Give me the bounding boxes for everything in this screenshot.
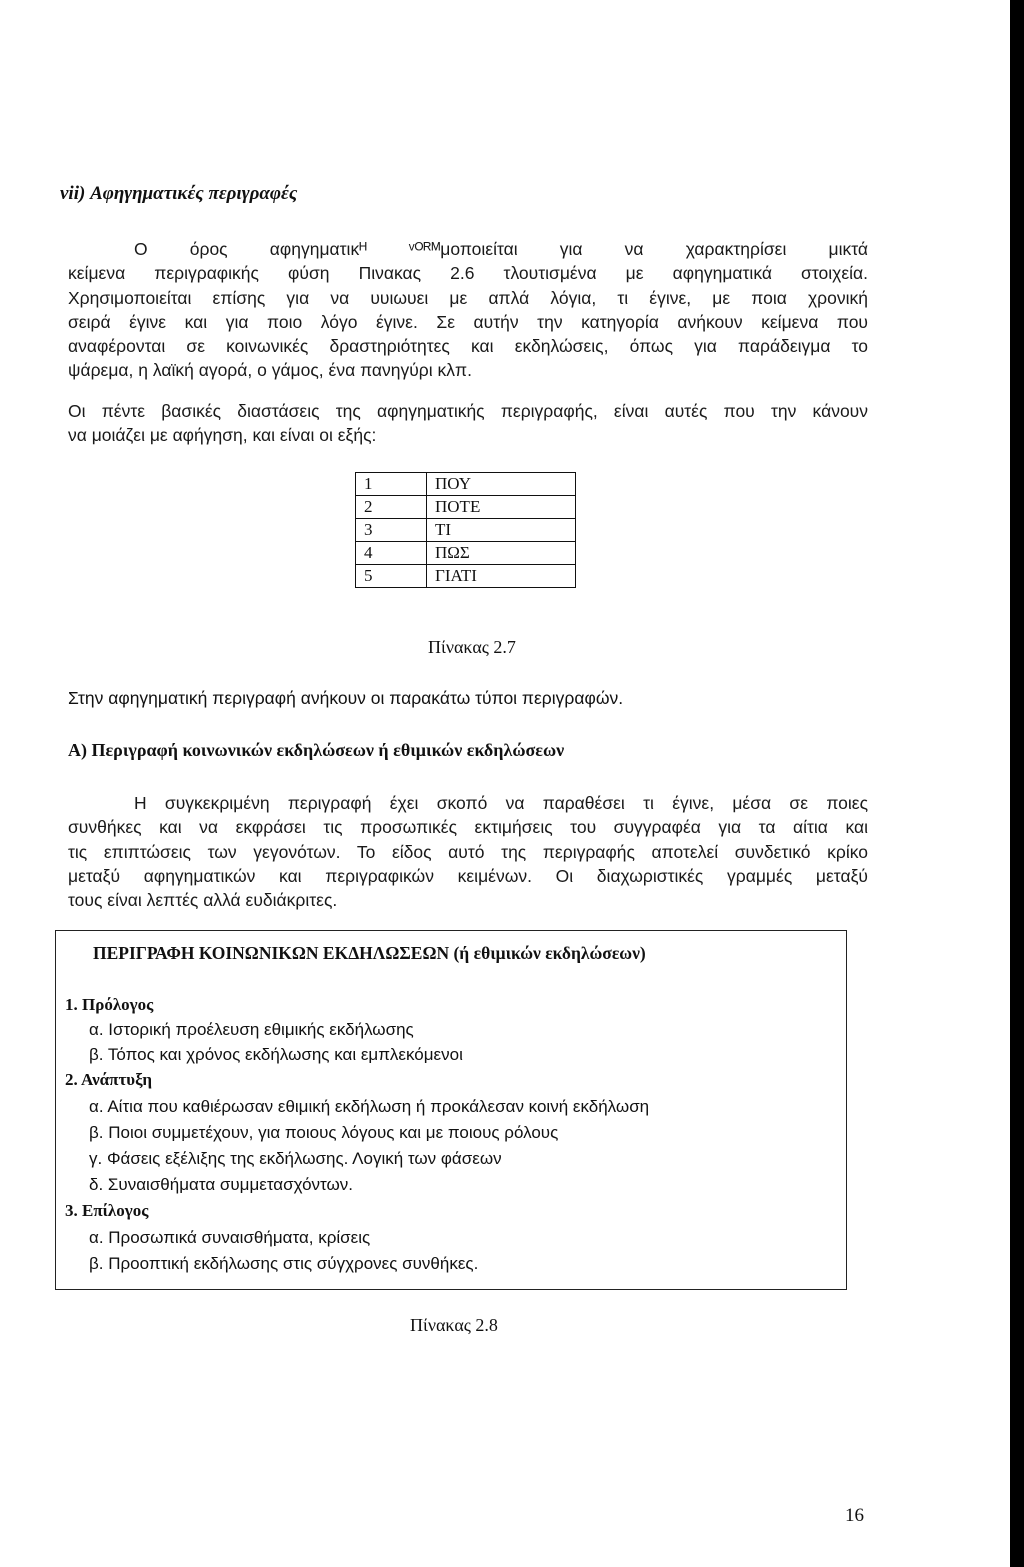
paragraph-line: κείμενα περιγραφικής φύση Πινακας 2.6 τλουτισμένα με αφηγηματικά στοιχεία.	[68, 263, 868, 284]
table-caption: Πίνακας 2.8	[410, 1315, 498, 1335]
table-row	[356, 565, 576, 588]
outline-section: 2. Ανάπτυξη	[65, 1070, 152, 1089]
dimension-word: ΠΩΣ	[427, 542, 576, 565]
outline-item: β. Προοπτική εκδήλωσης στις σύγχρονες συνθήκες.	[89, 1254, 479, 1273]
row-number: 3	[356, 519, 427, 542]
paragraph-line: συνθήκες και να εκφράσει τις προσωπικές εκτιμήσεις του συγγραφέα για τα αίτια και	[68, 817, 868, 838]
row-number: 5	[356, 565, 427, 588]
row-number: 4	[356, 542, 427, 565]
outline-item: α. Προσωπικά συναισθήματα, κρίσεις	[89, 1228, 371, 1247]
table-caption: Πίνακας 2.7	[428, 637, 516, 657]
table-row	[356, 542, 576, 565]
outline-title: ΠΕΡΙΓΡΑΦΗ ΚΟΙΝΩΝΙΚΩΝ ΕΚΔΗΛΩΣΕΩΝ (ή εθιμικών εκδηλώσεων)	[93, 943, 646, 963]
outline-section: 1. Πρόλογος	[65, 995, 154, 1014]
paragraph-line: να μοιάζει με αφήγηση, και είναι οι εξής:	[68, 425, 377, 446]
table-row	[356, 473, 576, 496]
outline-item: δ. Συναισθήματα συμμετασχόντων.	[89, 1175, 354, 1194]
dimension-word: ΠΟΤΕ	[427, 496, 576, 519]
subheading: Α) Περιγραφή κοινωνικών εκδηλώσεων ή εθιμικών εκδηλώσεων	[68, 740, 565, 760]
outline-item: β. Ποιοι συμμετέχουν, για ποιους λόγους και με ποιους ρόλους	[89, 1123, 559, 1142]
paragraph-social-events	[68, 791, 868, 912]
dimension-word: ΤΙ	[427, 519, 576, 542]
types-intro: Στην αφηγηματική περιγραφή ανήκουν οι παρακάτω τύποι περιγραφών.	[68, 688, 624, 708]
paragraph-line: μεταξύ αφηγηματικών και περιγραφικών κειμένων. Οι διαχωριστικές γραμμές μεταξύ	[68, 865, 868, 886]
table-row	[356, 496, 576, 519]
outline-item: β. Τόπος και χρόνος εκδήλωσης και εμπλεκόμενοι	[89, 1045, 463, 1064]
paragraph-line: αναφέρονται σε κοινωνικές δραστηριότητες και εκδηλώσεις, όπως για παράδειγμα το	[68, 336, 868, 357]
table-row	[356, 519, 576, 542]
section-heading: vii) Αφηγηματικές περιγραφές	[60, 183, 298, 204]
outline-item: α. Αίτια που καθιέρωσαν εθιμική εκδήλωση ή προκάλεσαν κοινή εκδήλωση	[89, 1097, 650, 1116]
outline-item: α. Ιστορική προέλευση εθιμικής εκδήλωσης	[89, 1020, 414, 1039]
outline-box	[55, 930, 847, 1290]
paragraph-intro	[68, 237, 868, 383]
dimension-word: ΓΙΑΤΙ	[427, 565, 576, 588]
paragraph-line: Ο όρος αφηγηματικᴴ ᵛᴼᴿᴹμοποιείται για να χαρακτηρίσει μικτά	[134, 239, 868, 259]
outline-section: 3. Επίλογος	[65, 1201, 149, 1220]
paragraph-line: τις επιπτώσεις των γεγονότων. Το είδος αυτό της περιγραφής αποτελεί συνδετικό κρίκο	[68, 841, 868, 862]
paragraph-line: τους είναι λεπτές αλλά ευδιάκριτες.	[68, 890, 338, 911]
dimensions-table	[355, 472, 576, 588]
row-number: 1	[356, 473, 427, 496]
paragraph-dimensions	[68, 399, 868, 448]
outline-item: γ. Φάσεις εξέλιξης της εκδήλωσης. Λογική των φάσεων	[89, 1149, 502, 1168]
paragraph-line: Χρησιμοποιείται επίσης για να υυιωυει με απλά λόγια, τι έγινε, με ποια χρονική	[68, 287, 868, 308]
page-number: 16	[845, 1505, 864, 1526]
paragraph-line: Οι πέντε βασικές διαστάσεις της αφηγηματικής περιγραφής, είναι αυτές που την κάνουν	[68, 401, 868, 421]
paragraph-line: σειρά έγινε και για ποιο λόγο έγινε. Σε αυτήν την κατηγορία ανήκουν κείμενα που	[68, 311, 868, 332]
row-number: 2	[356, 496, 427, 519]
paragraph-line: Η συγκεκριμένη περιγραφή έχει σκοπό να παραθέσει τι έγινε, μέσα σε ποιες	[134, 793, 868, 813]
paragraph-line: ψάρεμα, η λαϊκή αγορά, ο γάμος, ένα πανηγύρι κλπ.	[68, 360, 472, 381]
dimension-word: ΠΟΥ	[427, 473, 576, 496]
